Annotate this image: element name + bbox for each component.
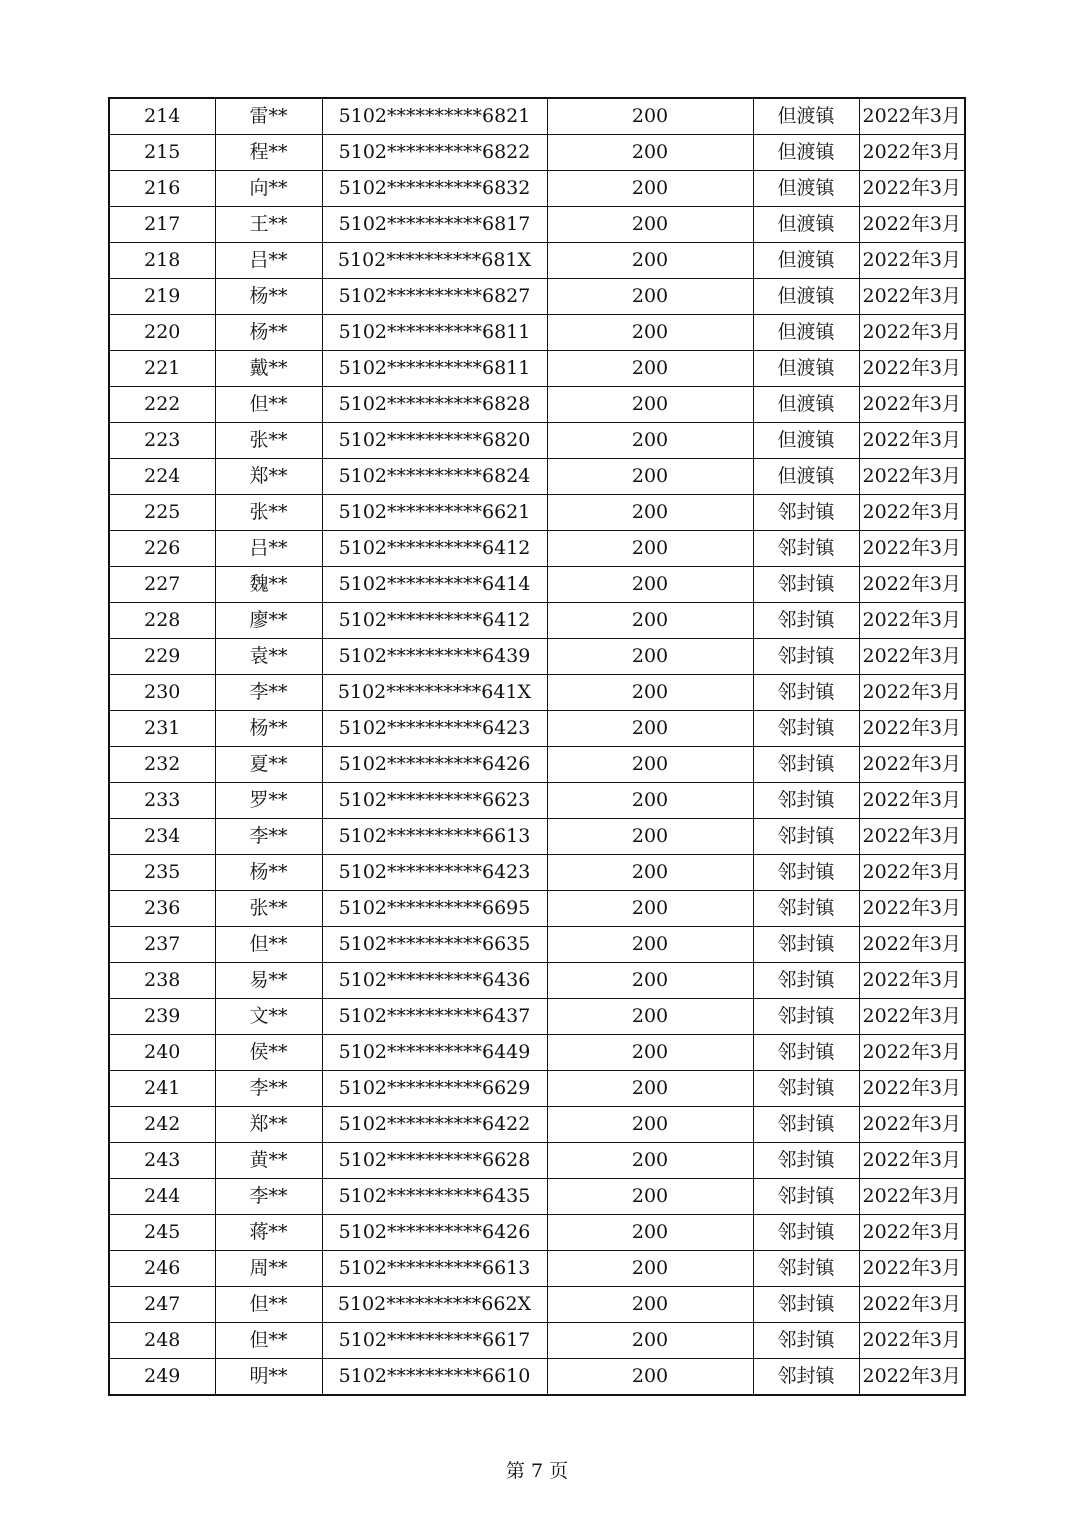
row-index-cell: 231: [109, 711, 215, 747]
id-number-cell: 5102**********6613: [322, 1251, 547, 1287]
amount-cell: 200: [547, 1215, 753, 1251]
town-cell: 邻封镇: [753, 1359, 859, 1396]
id-number-cell: 5102**********6613: [322, 819, 547, 855]
month-cell: 2022年3月: [859, 171, 965, 207]
amount-cell: 200: [547, 1323, 753, 1359]
town-cell: 邻封镇: [753, 891, 859, 927]
month-cell: 2022年3月: [859, 1323, 965, 1359]
town-cell: 但渡镇: [753, 351, 859, 387]
town-cell: 但渡镇: [753, 459, 859, 495]
id-number-cell: 5102**********6824: [322, 459, 547, 495]
town-cell: 邻封镇: [753, 1107, 859, 1143]
table-row: [109, 567, 965, 603]
name-cell: 夏**: [215, 747, 322, 783]
id-number-cell: 5102**********6628: [322, 1143, 547, 1179]
month-cell: 2022年3月: [859, 1107, 965, 1143]
id-number-cell: 5102**********6436: [322, 963, 547, 999]
town-cell: 邻封镇: [753, 855, 859, 891]
amount-cell: 200: [547, 1107, 753, 1143]
name-cell: 但**: [215, 927, 322, 963]
name-cell: 李**: [215, 819, 322, 855]
month-cell: 2022年3月: [859, 1251, 965, 1287]
month-cell: 2022年3月: [859, 783, 965, 819]
row-index-cell: 219: [109, 279, 215, 315]
month-cell: 2022年3月: [859, 459, 965, 495]
name-cell: 杨**: [215, 315, 322, 351]
name-cell: 向**: [215, 171, 322, 207]
table-row: [109, 1359, 965, 1396]
town-cell: 邻封镇: [753, 1071, 859, 1107]
month-cell: 2022年3月: [859, 387, 965, 423]
id-number-cell: 5102**********6617: [322, 1323, 547, 1359]
name-cell: 黄**: [215, 1143, 322, 1179]
month-cell: 2022年3月: [859, 1071, 965, 1107]
amount-cell: 200: [547, 1359, 753, 1396]
row-index-cell: 223: [109, 423, 215, 459]
id-number-cell: 5102**********641X: [322, 675, 547, 711]
amount-cell: 200: [547, 819, 753, 855]
town-cell: 邻封镇: [753, 567, 859, 603]
town-cell: 邻封镇: [753, 747, 859, 783]
row-index-cell: 226: [109, 531, 215, 567]
month-cell: 2022年3月: [859, 819, 965, 855]
amount-cell: 200: [547, 963, 753, 999]
amount-cell: 200: [547, 351, 753, 387]
table-row: [109, 423, 965, 459]
row-index-cell: 225: [109, 495, 215, 531]
table-row: [109, 531, 965, 567]
name-cell: 杨**: [215, 279, 322, 315]
name-cell: 魏**: [215, 567, 322, 603]
row-index-cell: 243: [109, 1143, 215, 1179]
table-row: [109, 98, 965, 135]
id-number-cell: 5102**********6811: [322, 315, 547, 351]
town-cell: 邻封镇: [753, 495, 859, 531]
id-number-cell: 5102**********6817: [322, 207, 547, 243]
id-number-cell: 5102**********6435: [322, 1179, 547, 1215]
table-row: [109, 1215, 965, 1251]
name-cell: 但**: [215, 1287, 322, 1323]
amount-cell: 200: [547, 855, 753, 891]
table-row: [109, 495, 965, 531]
town-cell: 邻封镇: [753, 1215, 859, 1251]
amount-cell: 200: [547, 1251, 753, 1287]
town-cell: 邻封镇: [753, 927, 859, 963]
row-index-cell: 249: [109, 1359, 215, 1396]
month-cell: 2022年3月: [859, 675, 965, 711]
month-cell: 2022年3月: [859, 711, 965, 747]
town-cell: 但渡镇: [753, 171, 859, 207]
town-cell: 邻封镇: [753, 963, 859, 999]
row-index-cell: 242: [109, 1107, 215, 1143]
row-index-cell: 248: [109, 1323, 215, 1359]
table-row: [109, 1251, 965, 1287]
town-cell: 邻封镇: [753, 1251, 859, 1287]
amount-cell: 200: [547, 603, 753, 639]
table-row: [109, 1179, 965, 1215]
name-cell: 袁**: [215, 639, 322, 675]
name-cell: 雷**: [215, 98, 322, 135]
row-index-cell: 232: [109, 747, 215, 783]
page-number: 第 7 页: [505, 1460, 569, 1482]
id-number-cell: 5102**********6439: [322, 639, 547, 675]
id-number-cell: 5102**********6621: [322, 495, 547, 531]
table-row: [109, 243, 965, 279]
table-row: [109, 279, 965, 315]
table-row: [109, 1071, 965, 1107]
name-cell: 李**: [215, 1179, 322, 1215]
table-row: [109, 1143, 965, 1179]
table-row: [109, 387, 965, 423]
name-cell: 李**: [215, 1071, 322, 1107]
name-cell: 蒋**: [215, 1215, 322, 1251]
month-cell: 2022年3月: [859, 279, 965, 315]
table-row: [109, 135, 965, 171]
amount-cell: 200: [547, 1179, 753, 1215]
town-cell: 邻封镇: [753, 711, 859, 747]
amount-cell: 200: [547, 243, 753, 279]
row-index-cell: 237: [109, 927, 215, 963]
row-index-cell: 235: [109, 855, 215, 891]
amount-cell: 200: [547, 495, 753, 531]
name-cell: 王**: [215, 207, 322, 243]
name-cell: 侯**: [215, 1035, 322, 1071]
table-row: [109, 927, 965, 963]
town-cell: 邻封镇: [753, 639, 859, 675]
month-cell: 2022年3月: [859, 135, 965, 171]
row-index-cell: 220: [109, 315, 215, 351]
record-table-body: [109, 98, 965, 1395]
name-cell: 张**: [215, 423, 322, 459]
town-cell: 邻封镇: [753, 531, 859, 567]
town-cell: 邻封镇: [753, 999, 859, 1035]
row-index-cell: 224: [109, 459, 215, 495]
amount-cell: 200: [547, 315, 753, 351]
id-number-cell: 5102**********6822: [322, 135, 547, 171]
id-number-cell: 5102**********6426: [322, 747, 547, 783]
amount-cell: 200: [547, 423, 753, 459]
row-index-cell: 234: [109, 819, 215, 855]
row-index-cell: 245: [109, 1215, 215, 1251]
id-number-cell: 5102**********6821: [322, 98, 547, 135]
table-row: [109, 999, 965, 1035]
table-row: [109, 1035, 965, 1071]
amount-cell: 200: [547, 459, 753, 495]
id-number-cell: 5102**********6695: [322, 891, 547, 927]
amount-cell: 200: [547, 207, 753, 243]
id-number-cell: 5102**********6412: [322, 531, 547, 567]
town-cell: 邻封镇: [753, 1323, 859, 1359]
amount-cell: 200: [547, 783, 753, 819]
table-row: [109, 855, 965, 891]
id-number-cell: 5102**********662X: [322, 1287, 547, 1323]
town-cell: 邻封镇: [753, 1035, 859, 1071]
row-index-cell: 244: [109, 1179, 215, 1215]
table-row: [109, 603, 965, 639]
row-index-cell: 233: [109, 783, 215, 819]
amount-cell: 200: [547, 567, 753, 603]
id-number-cell: 5102**********6828: [322, 387, 547, 423]
month-cell: 2022年3月: [859, 98, 965, 135]
id-number-cell: 5102**********6610: [322, 1359, 547, 1396]
month-cell: 2022年3月: [859, 495, 965, 531]
id-number-cell: 5102**********6635: [322, 927, 547, 963]
row-index-cell: 218: [109, 243, 215, 279]
month-cell: 2022年3月: [859, 1035, 965, 1071]
row-index-cell: 240: [109, 1035, 215, 1071]
amount-cell: 200: [547, 999, 753, 1035]
town-cell: 邻封镇: [753, 603, 859, 639]
id-number-cell: 5102**********6414: [322, 567, 547, 603]
row-index-cell: 221: [109, 351, 215, 387]
table-row: [109, 459, 965, 495]
name-cell: 但**: [215, 387, 322, 423]
amount-cell: 200: [547, 135, 753, 171]
amount-cell: 200: [547, 531, 753, 567]
town-cell: 邻封镇: [753, 1179, 859, 1215]
table-row: [109, 963, 965, 999]
name-cell: 文**: [215, 999, 322, 1035]
id-number-cell: 5102**********6422: [322, 1107, 547, 1143]
name-cell: 张**: [215, 495, 322, 531]
name-cell: 但**: [215, 1323, 322, 1359]
id-number-cell: 5102**********6426: [322, 1215, 547, 1251]
month-cell: 2022年3月: [859, 891, 965, 927]
name-cell: 罗**: [215, 783, 322, 819]
month-cell: 2022年3月: [859, 207, 965, 243]
month-cell: 2022年3月: [859, 1143, 965, 1179]
row-index-cell: 228: [109, 603, 215, 639]
town-cell: 但渡镇: [753, 207, 859, 243]
id-number-cell: 5102**********6629: [322, 1071, 547, 1107]
id-number-cell: 5102**********6423: [322, 711, 547, 747]
amount-cell: 200: [547, 711, 753, 747]
table-row: [109, 639, 965, 675]
name-cell: 吕**: [215, 531, 322, 567]
id-number-cell: 5102**********6827: [322, 279, 547, 315]
table-row: [109, 1287, 965, 1323]
amount-cell: 200: [547, 747, 753, 783]
month-cell: 2022年3月: [859, 315, 965, 351]
id-number-cell: 5102**********6423: [322, 855, 547, 891]
name-cell: 张**: [215, 891, 322, 927]
row-index-cell: 241: [109, 1071, 215, 1107]
month-cell: 2022年3月: [859, 999, 965, 1035]
amount-cell: 200: [547, 1035, 753, 1071]
table-row: [109, 819, 965, 855]
name-cell: 吕**: [215, 243, 322, 279]
table-row: [109, 351, 965, 387]
row-index-cell: 246: [109, 1251, 215, 1287]
row-index-cell: 239: [109, 999, 215, 1035]
name-cell: 程**: [215, 135, 322, 171]
table-row: [109, 711, 965, 747]
name-cell: 廖**: [215, 603, 322, 639]
row-index-cell: 247: [109, 1287, 215, 1323]
table-row: [109, 747, 965, 783]
amount-cell: 200: [547, 387, 753, 423]
name-cell: 李**: [215, 675, 322, 711]
row-index-cell: 217: [109, 207, 215, 243]
table-row: [109, 171, 965, 207]
month-cell: 2022年3月: [859, 1359, 965, 1396]
id-number-cell: 5102**********6412: [322, 603, 547, 639]
row-index-cell: 230: [109, 675, 215, 711]
name-cell: 周**: [215, 1251, 322, 1287]
town-cell: 但渡镇: [753, 279, 859, 315]
town-cell: 邻封镇: [753, 783, 859, 819]
amount-cell: 200: [547, 171, 753, 207]
month-cell: 2022年3月: [859, 531, 965, 567]
name-cell: 郑**: [215, 1107, 322, 1143]
table-row: [109, 1323, 965, 1359]
town-cell: 但渡镇: [753, 387, 859, 423]
amount-cell: 200: [547, 1287, 753, 1323]
name-cell: 杨**: [215, 711, 322, 747]
id-number-cell: 5102**********6437: [322, 999, 547, 1035]
amount-cell: 200: [547, 1143, 753, 1179]
id-number-cell: 5102**********6811: [322, 351, 547, 387]
month-cell: 2022年3月: [859, 1215, 965, 1251]
month-cell: 2022年3月: [859, 927, 965, 963]
amount-cell: 200: [547, 927, 753, 963]
id-number-cell: 5102**********6623: [322, 783, 547, 819]
row-index-cell: 222: [109, 387, 215, 423]
name-cell: 明**: [215, 1359, 322, 1396]
row-index-cell: 215: [109, 135, 215, 171]
month-cell: 2022年3月: [859, 243, 965, 279]
amount-cell: 200: [547, 675, 753, 711]
table-row: [109, 207, 965, 243]
row-index-cell: 216: [109, 171, 215, 207]
month-cell: 2022年3月: [859, 1179, 965, 1215]
row-index-cell: 238: [109, 963, 215, 999]
month-cell: 2022年3月: [859, 603, 965, 639]
town-cell: 邻封镇: [753, 675, 859, 711]
month-cell: 2022年3月: [859, 567, 965, 603]
town-cell: 邻封镇: [753, 1287, 859, 1323]
town-cell: 但渡镇: [753, 315, 859, 351]
table-row: [109, 315, 965, 351]
town-cell: 邻封镇: [753, 819, 859, 855]
month-cell: 2022年3月: [859, 639, 965, 675]
table-row: [109, 783, 965, 819]
month-cell: 2022年3月: [859, 963, 965, 999]
amount-cell: 200: [547, 891, 753, 927]
month-cell: 2022年3月: [859, 747, 965, 783]
month-cell: 2022年3月: [859, 423, 965, 459]
town-cell: 邻封镇: [753, 1143, 859, 1179]
month-cell: 2022年3月: [859, 1287, 965, 1323]
row-index-cell: 236: [109, 891, 215, 927]
id-number-cell: 5102**********6820: [322, 423, 547, 459]
amount-cell: 200: [547, 639, 753, 675]
amount-cell: 200: [547, 1071, 753, 1107]
row-index-cell: 229: [109, 639, 215, 675]
town-cell: 但渡镇: [753, 135, 859, 171]
town-cell: 但渡镇: [753, 423, 859, 459]
amount-cell: 200: [547, 98, 753, 135]
town-cell: 但渡镇: [753, 243, 859, 279]
row-index-cell: 214: [109, 98, 215, 135]
id-number-cell: 5102**********681X: [322, 243, 547, 279]
name-cell: 郑**: [215, 459, 322, 495]
name-cell: 戴**: [215, 351, 322, 387]
table-row: [109, 891, 965, 927]
table-row: [109, 675, 965, 711]
id-number-cell: 5102**********6832: [322, 171, 547, 207]
amount-cell: 200: [547, 279, 753, 315]
id-number-cell: 5102**********6449: [322, 1035, 547, 1071]
name-cell: 杨**: [215, 855, 322, 891]
month-cell: 2022年3月: [859, 351, 965, 387]
town-cell: 但渡镇: [753, 98, 859, 135]
record-table: [108, 97, 966, 1396]
table-row: [109, 1107, 965, 1143]
name-cell: 易**: [215, 963, 322, 999]
row-index-cell: 227: [109, 567, 215, 603]
month-cell: 2022年3月: [859, 855, 965, 891]
